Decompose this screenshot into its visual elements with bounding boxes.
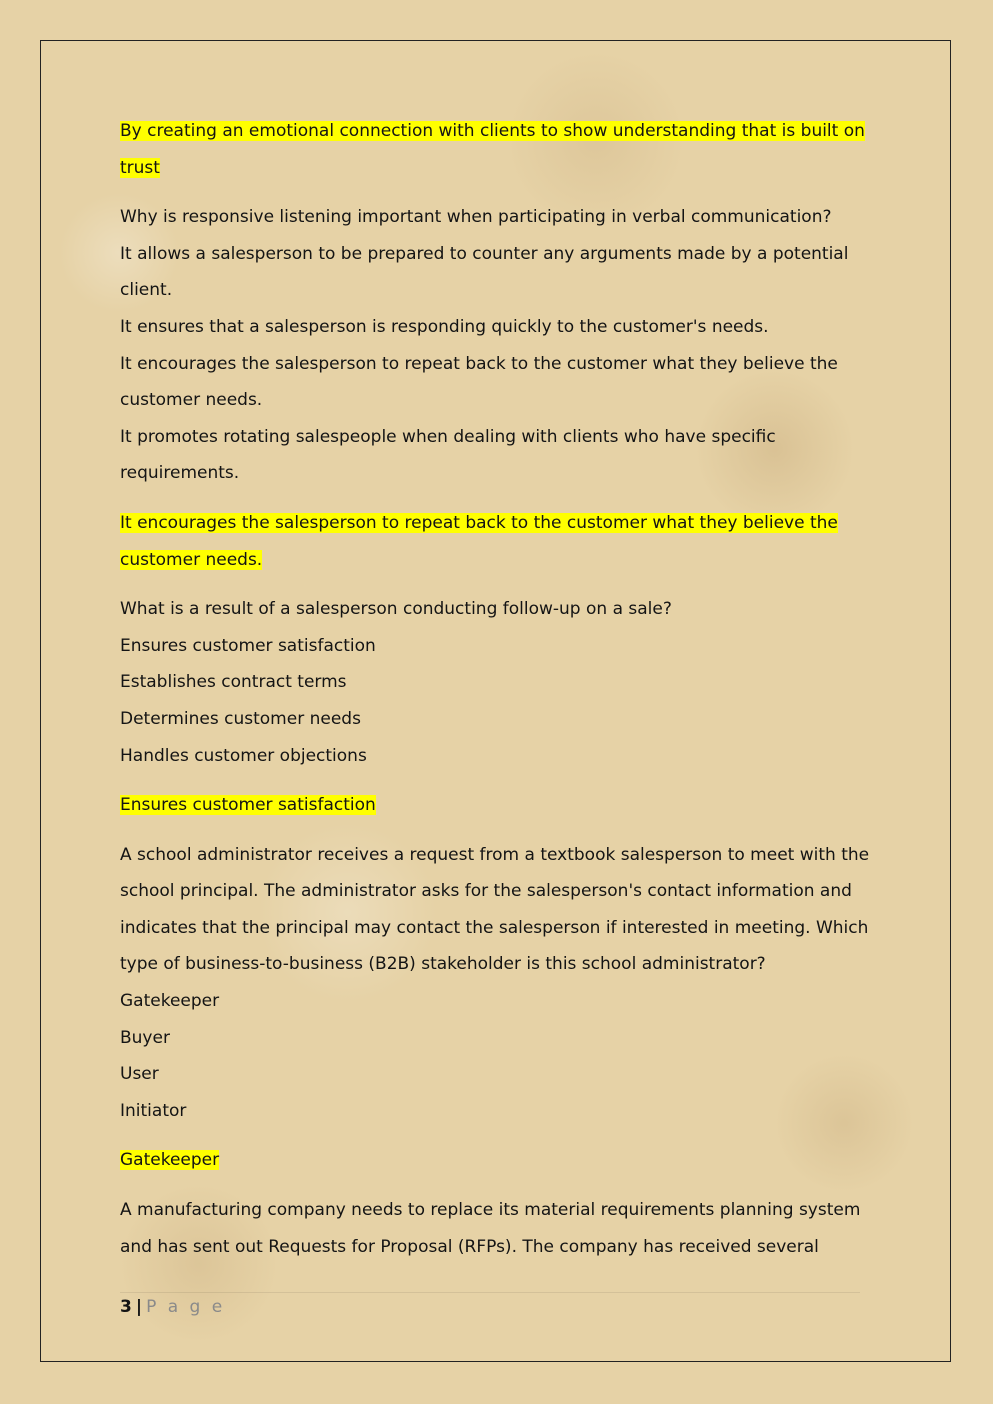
document-body — [120, 113, 880, 1265]
question-paragraph: A school administrator receives a request from a textbook salesperson to meet with the school principal. The administrator asks for the salesperson's contact information and indicates that the principal may contact the salesperson if interested in meeting. Which type of business-to-business (B2B) stakeholder is this school administrator? — [120, 844, 870, 975]
answer-paragraph — [120, 505, 880, 578]
question-paragraph: What is a result of a salesperson conducting follow-up on a sale? — [120, 599, 672, 620]
footer-separator: | — [135, 1297, 143, 1317]
question-paragraph: It allows a salesperson to be prepared to counter any arguments made by a potential client. — [120, 243, 849, 301]
footer-rule — [120, 1292, 860, 1293]
highlighted-answer: Ensures customer satisfaction — [120, 795, 376, 816]
question-paragraph: Why is responsive listening important when participating in verbal communication? — [120, 207, 832, 228]
page-label: P a g e — [146, 1297, 226, 1317]
question-paragraph: User — [120, 1064, 159, 1085]
highlighted-answer: Gatekeeper — [120, 1150, 220, 1171]
answer-paragraph — [120, 1142, 880, 1179]
highlighted-answer: It encourages the salesperson to repeat back to the customer what they believe the customer needs. — [120, 512, 838, 570]
question-paragraph: Ensures customer satisfaction — [120, 635, 376, 656]
question-paragraph: It encourages the salesperson to repeat back to the customer what they believe the customer needs. — [120, 353, 838, 411]
question-paragraph: Handles customer objections — [120, 745, 367, 766]
question-paragraph: It promotes rotating salespeople when dealing with clients who have specific requirements. — [120, 426, 776, 484]
question-paragraph: Buyer — [120, 1027, 170, 1048]
question-paragraph: It ensures that a salesperson is responding quickly to the customer's needs. — [120, 316, 769, 337]
question-paragraph: Gatekeeper — [120, 991, 220, 1012]
question-paragraph: Establishes contract terms — [120, 672, 347, 693]
answer-paragraph — [120, 787, 880, 824]
page-number: 3 — [120, 1297, 132, 1317]
page-footer — [120, 1294, 225, 1320]
question-paragraph: Initiator — [120, 1100, 187, 1121]
question-paragraph: Determines customer needs — [120, 708, 361, 729]
question-paragraph: A manufacturing company needs to replace its material requirements planning system and has sent out Requests for Proposal (RFPs). The company has received several — [120, 1200, 861, 1257]
answer-paragraph — [120, 113, 880, 186]
highlighted-answer: By creating an emotional connection with clients to show understanding that is built on trust — [120, 121, 865, 178]
